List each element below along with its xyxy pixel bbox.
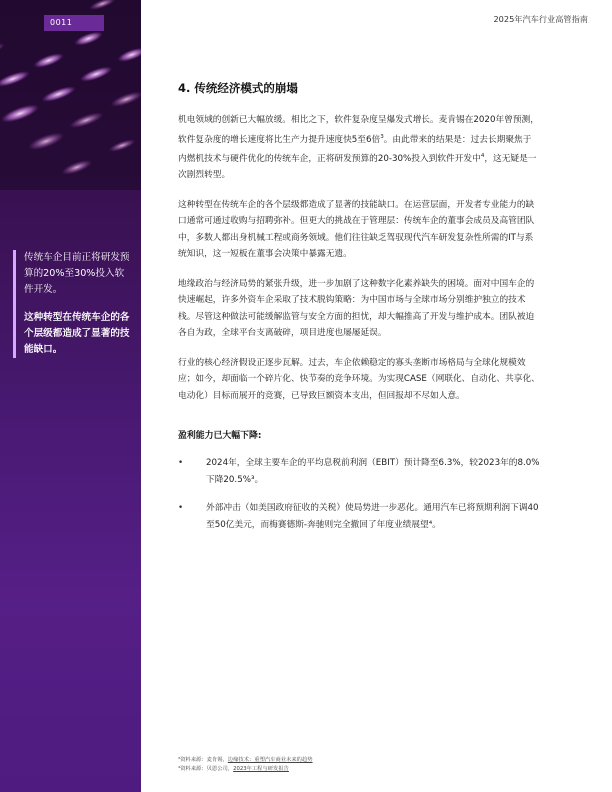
paragraph-4: 行业的核心经济假设正逐步瓦解。过去，车企依赖稳定的寡头垄断市场格局与全球化规模效应；如今，却面临一个碎片化、快节奏的竞争环境。为实现CASE（网联化、自动化、共享化、电动化）目标而展开的竞赛，已导致巨额资本支出，但回报却不尽如人意。: [178, 357, 540, 401]
paragraph-3: 地缘政治与经济局势的紧张升级，进一步加剧了这种数字化素养缺失的困境。面对中国车企的快速崛起，许多外资车企采取了技术脱钩策略：为中国市场与全球市场分别维护独立的技术栈。尽管这种做法可能缓解监管与安全方面的担忧，却大幅推高了开发与维护成本。团队被迫各自为政，全球平台支离破碎，项目进度也屡屡延误。: [178, 278, 535, 339]
footnote-4-prefix: ⁴资料来源：贝恩公司，: [178, 766, 234, 772]
profitability-list: [178, 455, 540, 533]
list-item: [178, 500, 540, 533]
paragraph-2: 这种转型在传统车企的各个层级都造成了显著的技能缺口。在运营层面，开发者专业能力的缺口通常可通过收购与招聘弥补。但更大的挑战在于管理层：传统车企的董事会成员及高管团队中，多数人都出身机械工程或商务领域。他们往往缺乏驾驭现代汽车研发复杂性所需的IT与系统知识，这一短板在董事会决策中暴露无遗。: [178, 199, 535, 260]
footnote-3-link[interactable]: 边缘技术：重塑汽车商业未来的趋势: [227, 757, 313, 763]
paragraph-1-part-a: 机电领域的创新已大幅放缓。相比之下，软件复杂度呈爆发式增长。麦肯锡在2020年曾预测，软件复杂度的增长速度将比生产力提升速度快5至6倍: [178, 115, 539, 145]
profitability-subheading: 盈利能力已大幅下降:: [178, 431, 262, 442]
page-number-badge: 0011: [44, 15, 104, 31]
footnote-3-prefix: ³资料来源：麦肯锡，: [178, 757, 228, 763]
document-header-title: 2025年汽车行业高管指南: [493, 14, 588, 24]
paragraph-1: [178, 112, 540, 184]
sidebar-panel: [0, 0, 141, 792]
bullet-icon: •: [178, 503, 184, 514]
footnote-ref-3: 3: [380, 133, 384, 140]
list-item: [178, 455, 540, 488]
pull-quote-line1: 传统车企目前正将研发预算的20%至30%投入软件开发。: [24, 252, 130, 295]
sidebar-pull-quote: [24, 250, 132, 358]
footnote-4-link[interactable]: 2023年工程与研发报告: [233, 766, 289, 772]
footnotes: [178, 756, 313, 774]
paragraph-1-part-b: 。由此带来的结果是：过去长期聚焦于内燃机技术与硬件优化的传统车企，正将研发预算的20-30%投入到软件开发中: [178, 134, 532, 164]
footnote-4: [178, 765, 313, 774]
footnote-3: [178, 756, 313, 765]
list-item-text: 2024年，全球主要车企的平均息税前利润（EBIT）预计降至6.3%，较2023年的8.0%下降20.5%³。: [206, 458, 540, 485]
bullet-icon: •: [178, 458, 184, 469]
paragraph-1-part-c: ，这无疑是一次剧烈转型。: [178, 153, 537, 181]
pull-quote-line2: 这种转型在传统车企的各个层级都造成了显著的技能缺口。: [24, 312, 130, 355]
list-item-text: 外部冲击（如美国政府征收的关税）使局势进一步恶化。通用汽车已将预期利润下调40至50亿美元，而梅赛德斯-奔驰则完全撤回了年度业绩展望⁴。: [206, 503, 539, 530]
main-content: [178, 80, 540, 545]
section-title: 4. 传统经济模式的崩塌: [178, 81, 298, 95]
footnote-ref-4: 4: [480, 152, 485, 159]
quote-accent-bar: [13, 250, 16, 358]
